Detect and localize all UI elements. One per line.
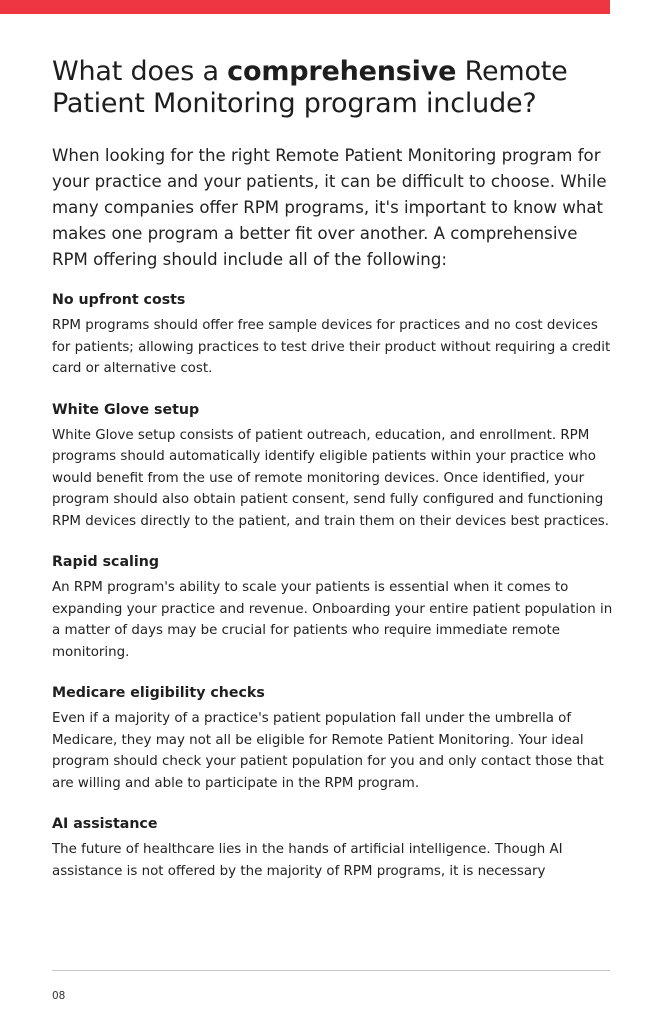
section-rapid-scaling (52, 553, 612, 663)
title-tail-text: Remote Patient Monitoring program include? (52, 56, 568, 119)
section-heading: Rapid scaling (52, 554, 160, 570)
section-body: The future of healthcare lies in the hands of artificial intelligence. Though AI assistance is not offered by the majority of RPM programs, it is necessary (52, 842, 563, 879)
footer-divider (52, 970, 610, 971)
section-body: An RPM program's ability to scale your patients is essential when it comes to expanding your practice and revenue. Onboarding your entire patient population in a matter of days may be crucial for patients who require immediate remote monitoring. (52, 580, 613, 660)
title-emphasis-text: comprehensive (227, 56, 457, 87)
intro-paragraph: When looking for the right Remote Patient Monitoring program for your practice and your patients, it can be difficult to choose. While many companies offer RPM programs, it's important to know what makes one program a better fit over another. A comprehensive RPM offering should include all of the following: (52, 146, 607, 269)
section-ai-assistance (52, 815, 612, 882)
section-no-upfront-costs (52, 291, 612, 380)
section-medicare-eligibility-checks (52, 684, 612, 794)
page-content (52, 56, 612, 882)
section-heading: AI assistance (52, 816, 158, 832)
section-body: White Glove setup consists of patient outreach, education, and enrollment. RPM programs should automatically identify eligible patients within your practice who would benefit from the use of remote monitoring devices. Once identified, your program should also obtain patient consent, send fully configured and functioning RPM devices directly to the patient, and train them on their devices best practices. (52, 427, 610, 529)
section-heading: White Glove setup (52, 401, 200, 418)
section-body: RPM programs should offer free sample devices for practices and no cost devices for patients; allowing practices to test drive their product without requiring a credit card or alternative cost. (52, 318, 611, 376)
section-heading: Medicare eligibility checks (52, 685, 265, 701)
page-title (52, 56, 612, 120)
title-lead-text: What does a (52, 56, 228, 87)
section-white-glove-setup (52, 401, 612, 533)
page-number: 08 (52, 990, 66, 1002)
section-body: Even if a majority of a practice's patient population fall under the umbrella of Medicare, they may not all be eligible for Remote Patient Monitoring. Your ideal program should check your patient population for you and only contact those that are willing and able to participate in the RPM program. (52, 711, 604, 791)
top-accent-bar (0, 0, 610, 14)
section-heading: No upfront costs (52, 292, 186, 308)
